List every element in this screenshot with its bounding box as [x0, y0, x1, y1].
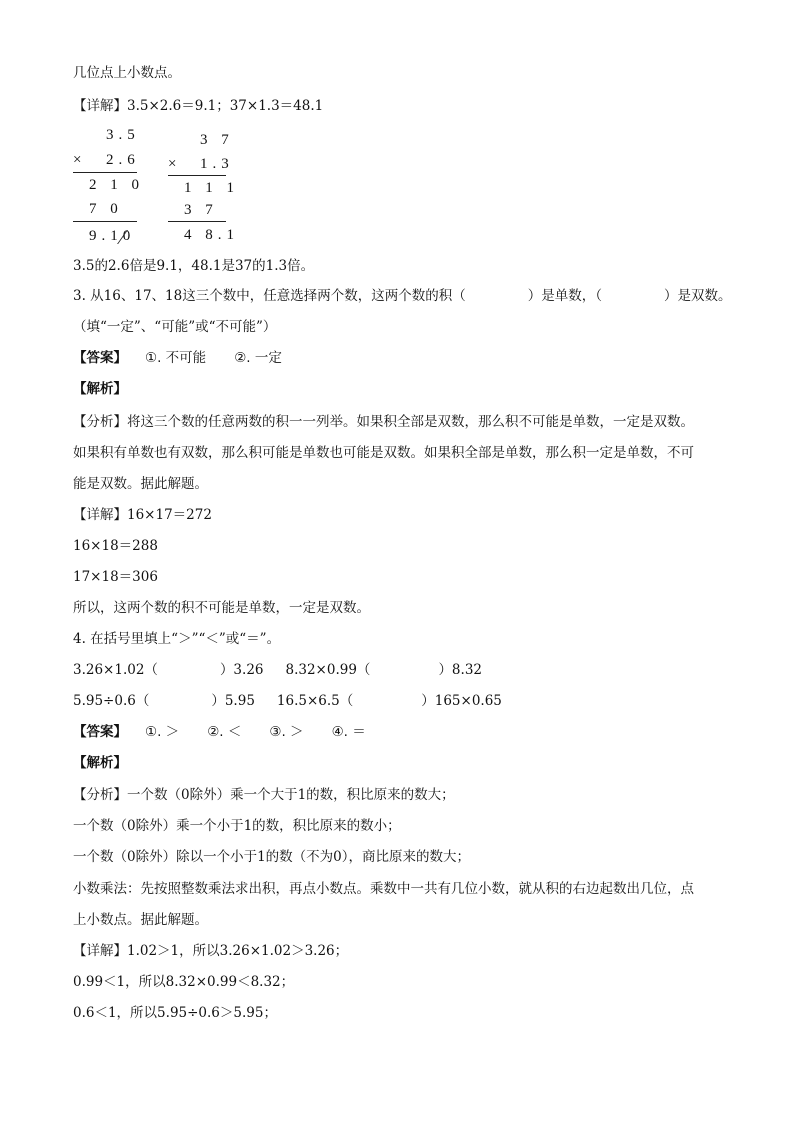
answer-item: ④. ＝	[331, 724, 366, 740]
answer-item: ③. ＞	[269, 724, 304, 740]
intro-detail	[73, 97, 323, 115]
q4-fenxi-line: 小数乘法：先按照整数乘法求出积，再点小数点。乘数中一共有几位小数，就从积的右边起数出几位，点	[73, 881, 694, 897]
calc-row-result: 9.10	[89, 227, 135, 245]
q4-row: 5.95÷0.6（ ）5.95 16.5×6.5（ ）165×0.65	[73, 693, 502, 709]
answer-item: ②. 一定	[234, 350, 282, 366]
q3-hint: （填“一定”、“可能”或“不可能”）	[73, 319, 277, 335]
calc-divider	[168, 221, 226, 222]
q3-fenxi-line: 如果积有单数也有双数，那么积可能是单数也可能是双数。如果积全部是单数，那么积一定是单数，不可	[73, 445, 694, 461]
q4-answer	[73, 723, 394, 741]
intro-line: 几位点上小数点。	[73, 65, 181, 81]
calc-divider	[73, 221, 137, 222]
calc-row-multiplicand: 3 7	[200, 132, 234, 148]
q4-analysis-label: 【解析】	[73, 755, 127, 771]
calc-conclusion: 3.5的2.6倍是9.1，48.1是37的1.3倍。	[73, 258, 315, 274]
q3-detail-line: 【详解】16×17＝272	[73, 507, 212, 523]
q4-row: 3.26×1.02（ ）3.26 8.32×0.99（ ）8.32	[73, 662, 482, 678]
struck-zero: 0	[123, 228, 136, 244]
calc-op-times: ×	[73, 152, 87, 168]
calc-row-multiplicand: 3.5	[106, 127, 140, 143]
calc-row-result: 4 8.1	[184, 227, 239, 243]
answer-label: 【答案】	[73, 350, 127, 366]
answer-item: ②. ＜	[207, 724, 242, 740]
calc-row-partial2: 3 7	[184, 202, 218, 218]
q4-fenxi-line: 上小数点。据此解题。	[73, 912, 208, 928]
detail-label: 【详解】	[73, 98, 127, 114]
q4-detail-line: 0.6＜1，所以5.95÷0.6＞5.95；	[73, 1005, 277, 1021]
answer-label: 【答案】	[73, 724, 127, 740]
q4-fenxi-line: 【分析】一个数（0除外）乘一个大于1的数，积比原来的数大；	[73, 787, 455, 803]
answer-item: ①. 不可能	[145, 350, 207, 366]
q3-detail-line: 16×18＝288	[73, 538, 158, 554]
q4-detail-line: 【详解】1.02＞1，所以3.26×1.02＞3.26；	[73, 943, 349, 959]
q3-analysis-label: 【解析】	[73, 381, 127, 397]
calc-row-multiplier: 1.3	[200, 156, 234, 172]
answer-item: ①. ＞	[145, 724, 180, 740]
detail-text: 3.5×2.6＝9.1；37×1.3＝48.1	[127, 98, 324, 114]
q3-fenxi-line: 【分析】将这三个数的任意两数的积一一列举。如果积全部是双数，那么积不可能是单数，一定是双数。	[73, 414, 694, 430]
q4-fenxi-line: 一个数（0除外）乘一个小于1的数，积比原来的数小；	[73, 818, 401, 834]
calc-row-partial1: 1 1 1	[184, 180, 239, 196]
calc-row-multiplier: 2.6	[106, 152, 140, 168]
q3-stem: 3. 从16、17、18这三个数中，任意选择两个数，这两个数的积（ ）是单数，（ ）是双数。	[73, 288, 732, 304]
calc-row-partial1: 2 1 0	[89, 177, 144, 193]
q3-conclusion: 所以，这两个数的积不可能是单数，一定是双数。	[73, 600, 370, 616]
q3-fenxi-line: 能是双数。据此解题。	[73, 476, 208, 492]
calc-op-times: ×	[168, 156, 182, 172]
calc-divider	[168, 175, 226, 176]
calc-divider	[73, 172, 137, 173]
calc-row-partial2: 7 0	[89, 201, 123, 217]
q4-detail-line: 0.99＜1，所以8.32×0.99＜8.32；	[73, 974, 295, 990]
q4-fenxi-line: 一个数（0除外）除以一个小于1的数（不为0），商比原来的数大；	[73, 849, 471, 865]
q4-stem: 4. 在括号里填上“＞”“＜”或“＝”。	[73, 631, 281, 647]
q3-detail-line: 17×18＝306	[73, 569, 158, 585]
q3-answer	[73, 349, 310, 367]
